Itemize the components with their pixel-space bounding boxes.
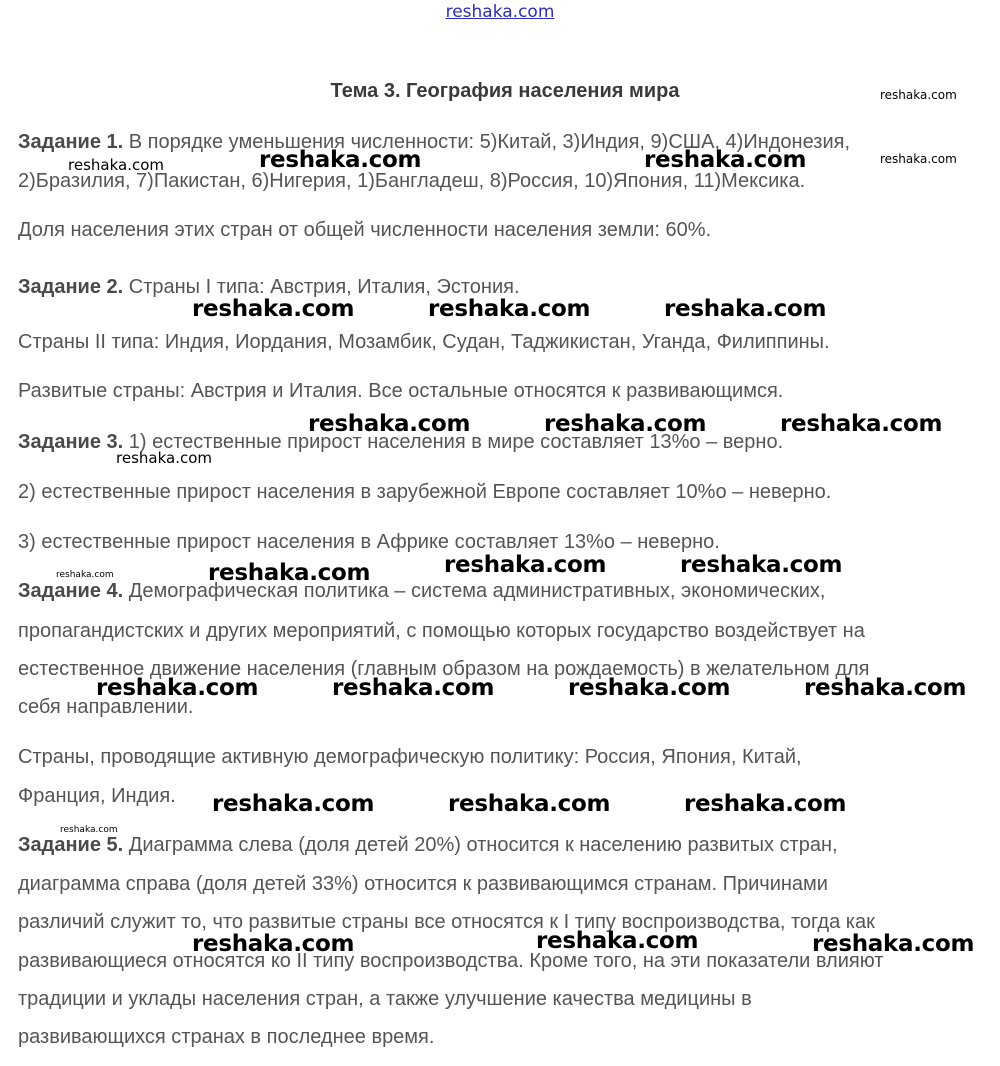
watermark: reshaka.com	[192, 296, 355, 322]
task-1-line-2: 2)Бразилия, 7)Пакистан, 6)Нигерия, 1)Бангладеш, 8)Россия, 10)Япония, 11)Мексика.	[18, 170, 806, 192]
watermark: reshaka.com	[208, 560, 371, 586]
page-title: Тема 3. География населения мира	[330, 80, 680, 102]
site-header-link[interactable]: reshaka.com	[445, 2, 555, 22]
watermark: reshaka.com	[544, 411, 707, 437]
watermark: reshaka.com	[880, 88, 957, 102]
watermark: reshaka.com	[880, 152, 957, 166]
task-4-text: Демографическая политика – система административных, экономических,	[128, 580, 826, 602]
watermark: reshaka.com	[780, 411, 943, 437]
task-4-line-5: Страны, проводящие активную демографическую политику: Россия, Япония, Китай,	[18, 746, 802, 768]
task-5-label: Задание 5.	[18, 834, 124, 856]
watermark: reshaka.com	[448, 791, 611, 817]
task-1-text: В порядке уменьшения численности: 5)Китай, 3)Индия, 9)США, 4)Индонезия,	[128, 131, 851, 153]
watermark: reshaka.com	[680, 552, 843, 578]
task-3-line-2: 2) естественные прирост населения в зарубежной Европе составляет 10%о – неверно.	[18, 481, 832, 503]
task-4-line-6: Франция, Индия.	[18, 785, 176, 807]
task-5-line-3: различий служит то, что развитые страны все относятся к I типу воспроизводства, тогда как	[18, 911, 875, 933]
task-4-line-4: себя направлении.	[18, 696, 194, 718]
task-3-text: 1) естественные прирост населения в мире составляет 13%о – верно.	[128, 431, 784, 453]
task-2-line-2: Страны II типа: Индия, Иордания, Мозамбик, Судан, Таджикистан, Уганда, Филиппины.	[18, 331, 830, 353]
watermark: reshaka.com	[212, 791, 375, 817]
task-5-line-4: развивающиеся относятся ко II типу воспроизводства. Кроме того, на эти показатели влияют	[18, 950, 884, 972]
watermark: reshaka.com	[428, 296, 591, 322]
task-3-label: Задание 3.	[18, 431, 124, 453]
watermark: reshaka.com	[60, 825, 118, 835]
watermark: reshaka.com	[644, 147, 807, 173]
task-2-text: Страны I типа: Австрия, Италия, Эстония.	[128, 276, 520, 298]
task-4-line-2: пропагандистских и других мероприятий, с помощью которых государство воздействует на	[18, 620, 865, 642]
watermark: reshaka.com	[444, 552, 607, 578]
watermark: reshaka.com	[68, 156, 164, 174]
task-5-line-5: традиции и уклады населения стран, а также улучшение качества медицины в	[18, 988, 752, 1010]
task-5-line-2: диаграмма справа (доля детей 33%) относится к развивающимся странам. Причинами	[18, 873, 828, 895]
task-1-share-line: Доля населения этих стран от общей численности населения земли: 60%.	[18, 219, 712, 241]
watermark: reshaka.com	[568, 675, 731, 701]
task-2-label: Задание 2.	[18, 276, 124, 298]
watermark: reshaka.com	[192, 931, 355, 957]
task-1-label: Задание 1.	[18, 131, 124, 153]
task-4-line-1	[18, 579, 825, 603]
watermark: reshaka.com	[96, 675, 259, 701]
watermark: reshaka.com	[536, 928, 699, 954]
watermark: reshaka.com	[684, 791, 847, 817]
watermark: reshaka.com	[812, 931, 975, 957]
task-4-line-3: естественное движение населения (главным образом на рождаемость) в желательном для	[18, 658, 870, 680]
task-2-line-3: Развитые страны: Австрия и Италия. Все остальные относятся к развивающимся.	[18, 380, 784, 402]
watermark: reshaka.com	[116, 449, 212, 467]
watermark: reshaka.com	[308, 411, 471, 437]
watermark: reshaka.com	[259, 147, 422, 173]
task-5-line-6: развивающихся странах в последнее время.	[18, 1026, 435, 1048]
task-5-text: Диаграмма слева (доля детей 20%) относится к населению развитых стран,	[128, 834, 838, 856]
watermark: reshaka.com	[56, 570, 114, 580]
watermark: reshaka.com	[332, 675, 495, 701]
task-5-line-1	[18, 833, 838, 857]
task-3-line-3: 3) естественные прирост населения в Африке составляет 13%о – неверно.	[18, 531, 720, 553]
watermark: reshaka.com	[804, 675, 967, 701]
watermark: reshaka.com	[664, 296, 827, 322]
task-4-label: Задание 4.	[18, 580, 124, 602]
